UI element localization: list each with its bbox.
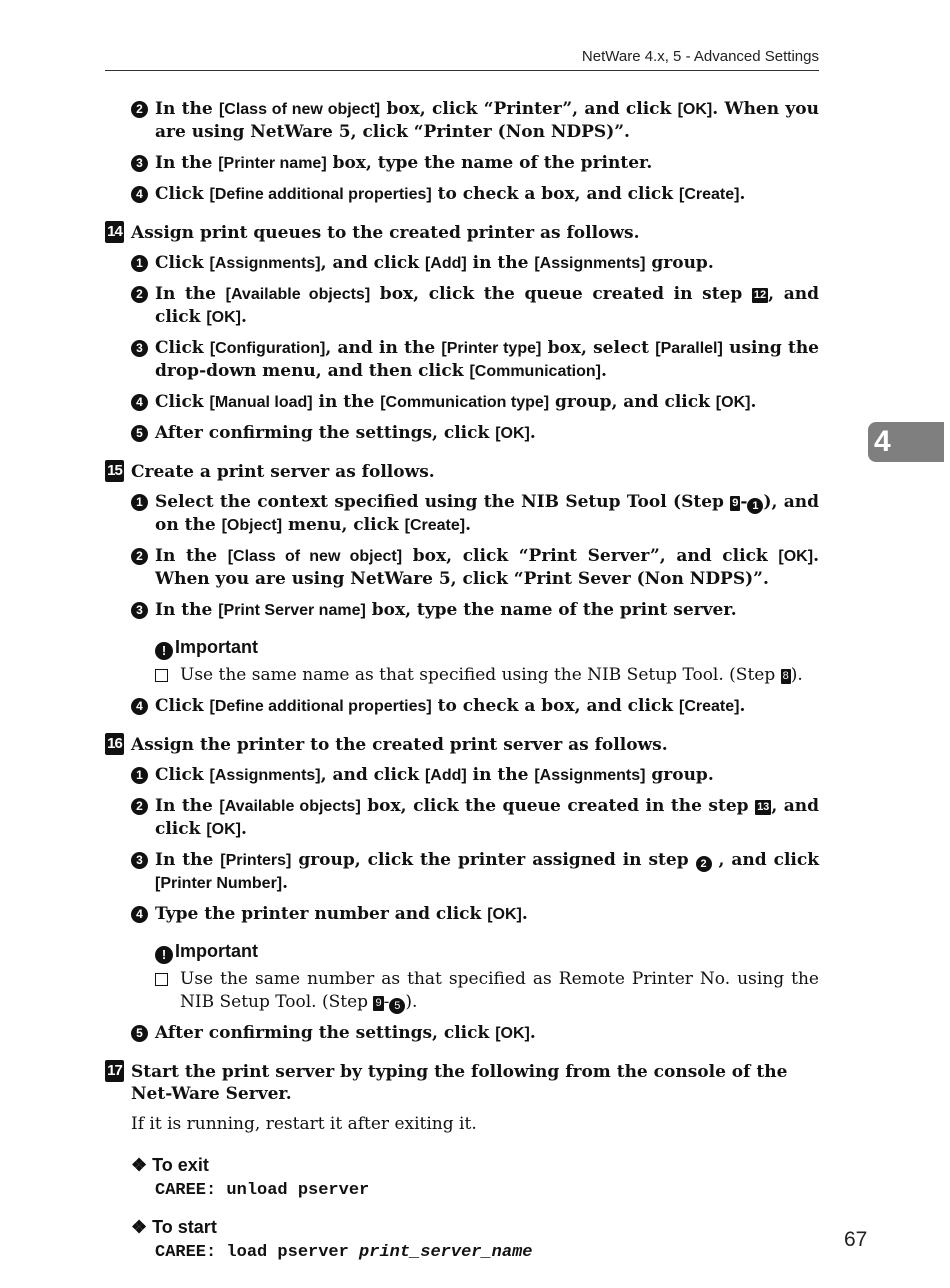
diamond-bullet-icon: ❖ xyxy=(131,1217,153,1237)
step-number: 16 xyxy=(105,733,124,755)
step-reference: 12 xyxy=(753,289,767,301)
substep-number: 2 xyxy=(131,286,148,303)
step-reference: 13 xyxy=(757,801,770,813)
start-command: CAREE: load pserver print_server_name xyxy=(155,1243,533,1262)
to-start-heading: ❖ To start xyxy=(131,1217,217,1237)
to-exit-heading: ❖ To exit xyxy=(131,1155,209,1175)
substep-number: 1 xyxy=(131,494,148,511)
exit-command: CAREE: unload pserver xyxy=(155,1181,370,1200)
step-13-4: 4 Click [Define additional properties] to check a box, and click [Create]. xyxy=(105,183,819,206)
important-heading: ! Important xyxy=(155,940,819,964)
important-note xyxy=(105,636,819,687)
substep-number: 4 xyxy=(131,698,148,715)
checkbox-bullet-icon xyxy=(155,973,168,986)
checkbox-bullet-icon xyxy=(155,669,168,682)
substep-number: 1 xyxy=(131,767,148,784)
step-14: 14 Assign print queues to the created printer as follows. xyxy=(105,222,819,244)
substep-number: 4 xyxy=(131,906,148,923)
note-item: Use the same name as that specified using the NIB Setup Tool. (Step 8 ). xyxy=(155,664,819,687)
substep-number: 2 xyxy=(131,798,148,815)
page-header xyxy=(105,48,819,71)
step-17: 17 Start the print server by typing the following from the console of the Net-Ware Server. xyxy=(105,1061,819,1105)
substep-reference: 1 xyxy=(747,498,763,514)
step-15: 15 Create a print server as follows. xyxy=(105,461,819,483)
step-16-4: 4 Type the printer number and click [OK]. xyxy=(105,903,819,926)
step-14-2: 2 In the [Available objects] box, click the queue created in step 12 , and click [OK]. xyxy=(105,283,819,329)
step-14-4: 4 Click [Manual load] in the [Communication type] group, and click [OK]. xyxy=(105,391,819,414)
step-reference: 9 xyxy=(732,497,739,509)
important-icon: ! xyxy=(155,642,173,660)
step-15-1: 1 Select the context specified using the NIB Setup Tool (Step 9 - 1 ), and on the [Object] menu, click [Create]. xyxy=(105,491,819,537)
step-15-4: 4 Click [Define additional properties] to check a box, and click [Create]. xyxy=(105,695,819,718)
substep-number: 4 xyxy=(131,186,148,203)
substep-number: 3 xyxy=(131,155,148,172)
step-13-3: 3 In the [Printer name] box, type the name of the printer. xyxy=(105,152,819,175)
step-15-2: 2 In the [Class of new object] box, click “Print Server”, and click [OK]. When you are using NetWare 5, click “Print Sever (Non NDPS)”. xyxy=(105,545,819,591)
important-note xyxy=(105,940,819,1014)
note-item: Use the same number as that specified as Remote Printer No. using the NIB Setup Tool. (Step 9 - 5 ). xyxy=(155,968,819,1014)
important-icon: ! xyxy=(155,946,173,964)
step-17-description: If it is running, restart it after exiting it. xyxy=(131,1114,477,1134)
page-number: 67 xyxy=(844,1228,868,1251)
step-14-5: 5 After confirming the settings, click [OK]. xyxy=(105,422,819,445)
page-content xyxy=(105,98,819,1264)
substep-reference: 5 xyxy=(389,998,405,1014)
header-title: NetWare 4.x, 5 - Advanced Settings xyxy=(581,48,819,65)
substep-number: 2 xyxy=(131,548,148,565)
diamond-bullet-icon: ❖ xyxy=(131,1155,153,1175)
step-number: 15 xyxy=(105,460,124,482)
substep-number: 5 xyxy=(131,425,148,442)
important-heading: ! Important xyxy=(155,636,819,660)
step-number: 17 xyxy=(105,1060,124,1082)
step-13-2: 2 In the [Class of new object] box, click “Printer”, and click [OK]. When you are using NetWare 5, click “Printer (Non NDPS)”. xyxy=(105,98,819,144)
step-16-3: 3 In the [Printers] group, click the printer assigned in step 2 , and click [Printer Number]. xyxy=(105,849,819,895)
substep-number: 5 xyxy=(131,1025,148,1042)
substep-number: 3 xyxy=(131,340,148,357)
step-reference: 9 xyxy=(375,997,382,1009)
substep-number: 3 xyxy=(131,602,148,619)
step-15-3: 3 In the [Print Server name] box, type the name of the print server. xyxy=(105,599,819,622)
substep-number: 3 xyxy=(131,852,148,869)
step-number: 14 xyxy=(105,221,124,243)
substep-reference: 2 xyxy=(696,856,712,872)
step-reference: 8 xyxy=(782,670,789,682)
substep-number: 2 xyxy=(131,101,148,118)
step-14-3: 3 Click [Configuration], and in the [Printer type] box, select [Parallel] using the drop-down menu, and then click [Communication]. xyxy=(105,337,819,383)
step-14-1: 1 Click [Assignments], and click [Add] in the [Assignments] group. xyxy=(105,252,819,275)
chapter-tab: 4 xyxy=(868,422,944,462)
step-16-2: 2 In the [Available objects] box, click the queue created in the step 13 , and click [OK]. xyxy=(105,795,819,841)
step-16-5: 5 After confirming the settings, click [OK]. xyxy=(105,1022,819,1045)
step-16-1: 1 Click [Assignments], and click [Add] in the [Assignments] group. xyxy=(105,764,819,787)
substep-number: 4 xyxy=(131,394,148,411)
step-16: 16 Assign the printer to the created print server as follows. xyxy=(105,734,819,756)
substep-number: 1 xyxy=(131,255,148,272)
